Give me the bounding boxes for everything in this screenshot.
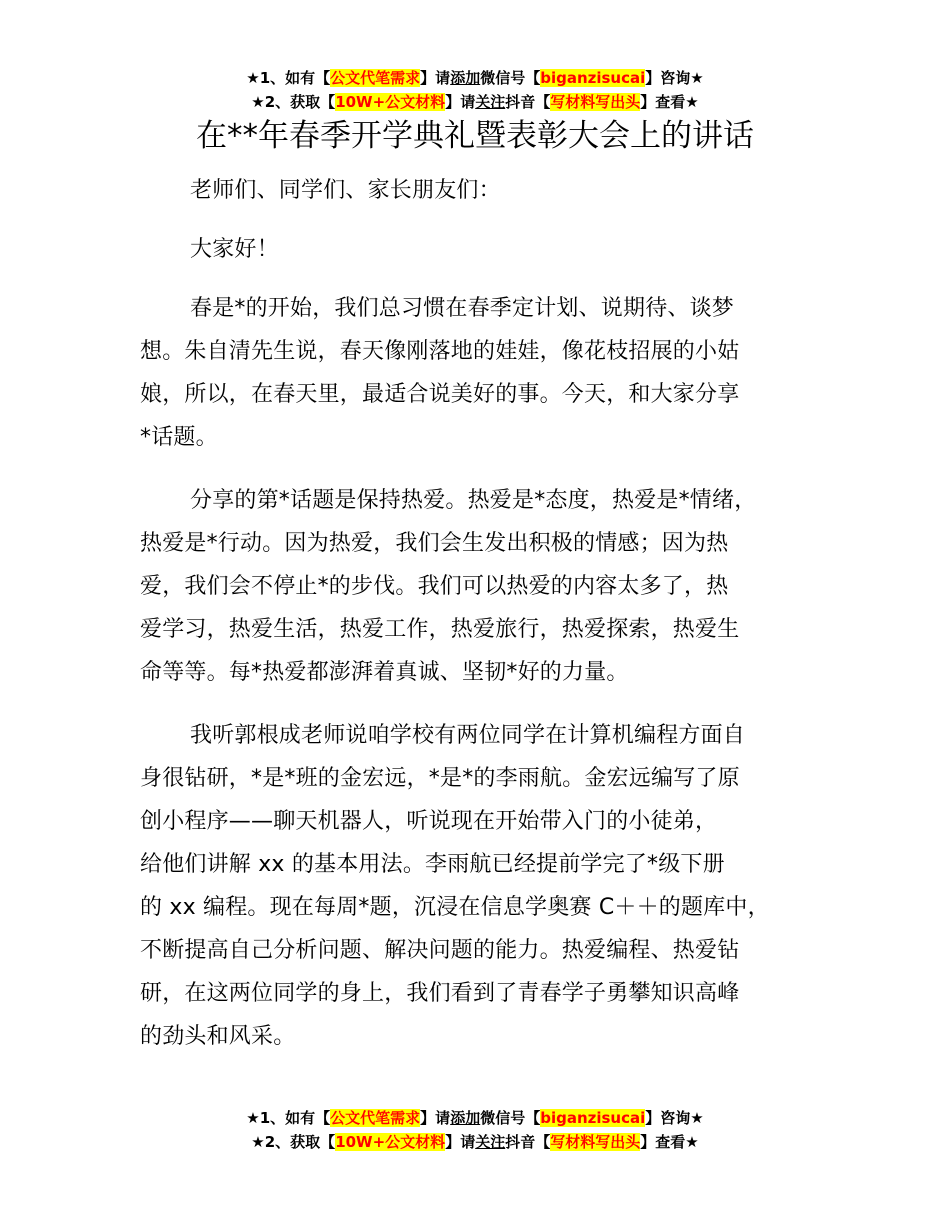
footer-promo-banner	[0, 1106, 950, 1154]
highlight-materials: 10W+公文材料	[335, 93, 446, 111]
highlight-service: 公文代笔需求	[330, 1109, 421, 1127]
highlight-douyin-account: 写材料写出头	[550, 1133, 641, 1151]
highlight-wechat-id: biganzisucai	[540, 1109, 646, 1127]
highlight-materials: 10W+公文材料	[335, 1133, 446, 1151]
highlight-service: 公文代笔需求	[330, 69, 421, 87]
document-title: 在**年春季开学典礼暨表彰大会上的讲话	[196, 118, 754, 154]
paragraph-passion: 分享的第*话题是保持热爱。热爱是*态度，热爱是*情绪， 热爱是*行动。因为热爱，我们会生发出积极的情感；因为热 爱，我们会不停止*的步伐。我们可以热爱的内容太多了，热 爱学习，热爱生活，热爱工作，热爱旅行，热爱探索，热爱生 命等等。每*热爱都澎湃着真诚、坚韧*好的力量。	[140, 488, 757, 685]
promo-line-2: ★2、获取【10W+公文材料】请关注抖音【写材料写出头】查看★	[251, 1133, 699, 1151]
paragraph-programming: 我听郭根成老师说咱学校有两位同学在计算机编程方面自 身很钻研，*是*班的金宏远，*是*的李雨航。金宏远编写了原 创小程序——聊天机器人，听说现在开始带入门的小徒弟， 给他们讲解 xx 的基本用法。李雨航已经提前学完了*级下册 的 xx 编程。现在每周*题，沉浸在信息学奥赛 C＋＋的题库中， 不断提高自己分析问题、解决问题的能力。热爱编程、热爱钻 研，在这两位同学的身上，我们看到了青春学子勇攀知识高峰 的劲头和风采。	[140, 723, 770, 1049]
greeting-hello: 大家好！	[190, 237, 279, 262]
highlight-wechat-id: biganzisucai	[540, 69, 646, 87]
paragraph-spring: 春是*的开始，我们总习惯在春季定计划、说期待、谈梦 想。朱自清先生说，春天像刚落地的娃娃，像花枝招展的小姑 娘，所以，在春天里，最适合说美好的事。今天，和大家分享 *话题。	[140, 296, 740, 450]
highlight-douyin-account: 写材料写出头	[550, 93, 641, 111]
promo-line-1: ★1、如有【公文代笔需求】请添加微信号【biganzisucai】咨询★	[246, 69, 704, 87]
document-body	[140, 169, 830, 1058]
greeting-line: 老师们、同学们、家长朋友们：	[190, 178, 501, 203]
promo-line-1: ★1、如有【公文代笔需求】请添加微信号【biganzisucai】咨询★	[246, 1109, 704, 1127]
header-promo-banner	[0, 66, 950, 114]
promo-line-2: ★2、获取【10W+公文材料】请关注抖音【写材料写出头】查看★	[251, 93, 699, 111]
